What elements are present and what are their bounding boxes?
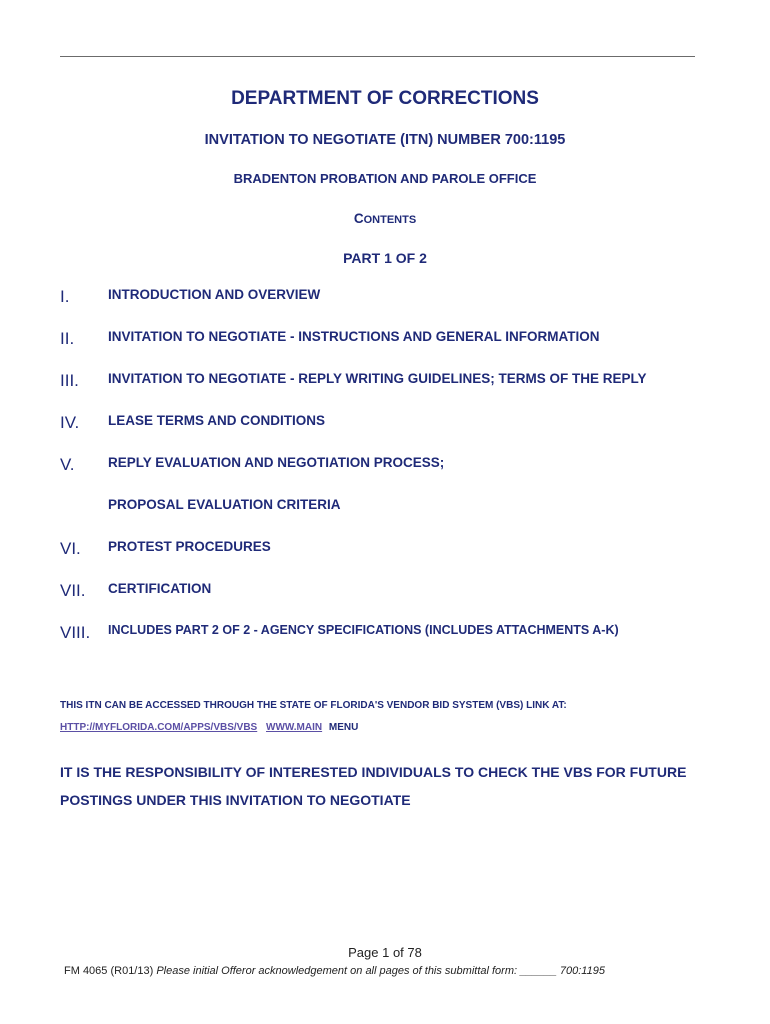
vbs-link[interactable]: HTTP://MYFLORIDA.COM/APPS/VBS/VBS [60, 722, 258, 733]
initial-instruction: Please initial Offeror acknowledgement on all pages of this submittal form: ______ 700:1195 [156, 965, 605, 977]
itn-number: INVITATION TO NEGOTIATE (ITN) NUMBER 700:1195 [204, 132, 566, 148]
main-link[interactable]: WWW.MAIN [266, 722, 323, 733]
toc-text: INCLUDES PART 2 OF 2 - AGENCY SPECIFICATIONS (INCLUDES ATTACHMENTS A-K) [108, 623, 619, 637]
toc-text: PROPOSAL EVALUATION CRITERIA [108, 497, 341, 512]
toc-text: INVITATION TO NEGOTIATE - INSTRUCTIONS AND GENERAL INFORMATION [108, 329, 600, 344]
toc-text: INVITATION TO NEGOTIATE - REPLY WRITING GUIDELINES; TERMS OF THE REPLY [108, 371, 647, 386]
responsibility-statement: IT IS THE RESPONSIBILITY OF INTERESTED INDIVIDUALS TO CHECK THE VBS FOR FUTURE POSTINGS UNDER THIS INVITATION TO NEGOTIATE [60, 764, 687, 808]
toc-text: LEASE TERMS AND CONDITIONS [108, 413, 326, 428]
toc-item [60, 581, 740, 601]
office-name: BRADENTON PROBATION AND PAROLE OFFICE [233, 171, 537, 186]
toc-text: INTRODUCTION AND OVERVIEW [108, 287, 321, 302]
header-rule [60, 56, 695, 57]
toc-item [60, 413, 740, 433]
toc-item [60, 455, 740, 475]
toc-number: II. [60, 329, 75, 348]
toc-item [60, 287, 740, 307]
page-number: Page 1 of 78 [348, 945, 422, 960]
toc-item [60, 623, 740, 643]
toc-item [60, 329, 740, 349]
contents-initial: C [353, 211, 364, 226]
toc-number: V. [60, 455, 75, 474]
toc-number: IV. [60, 413, 80, 432]
toc-text: CERTIFICATION [108, 581, 212, 596]
vbs-notice: THIS ITN CAN BE ACCESSED THROUGH THE STATE OF FLORIDA'S VENDOR BID SYSTEM (VBS) LINK AT: [60, 700, 567, 711]
department-title: DEPARTMENT OF CORRECTIONS [231, 88, 539, 109]
contents-rest: ONTENTS [363, 214, 417, 226]
toc-text: REPLY EVALUATION AND NEGOTIATION PROCESS; [108, 455, 445, 470]
vbs-links [60, 722, 358, 733]
contents-heading [0, 211, 770, 226]
toc-item [60, 371, 740, 391]
toc-number: VIII. [60, 623, 91, 642]
menu-label: MENU [328, 722, 359, 733]
toc-number: VI. [60, 539, 81, 558]
toc-item [60, 497, 740, 517]
toc-number: VII. [60, 581, 86, 600]
form-footer [64, 965, 605, 977]
toc-number: I. [60, 287, 70, 306]
form-id: FM 4065 (R01/13) [64, 965, 154, 977]
toc-number: III. [60, 371, 79, 390]
part-label: PART 1 OF 2 [343, 250, 427, 266]
toc-item [60, 539, 740, 559]
toc-text: PROTEST PROCEDURES [108, 539, 271, 554]
